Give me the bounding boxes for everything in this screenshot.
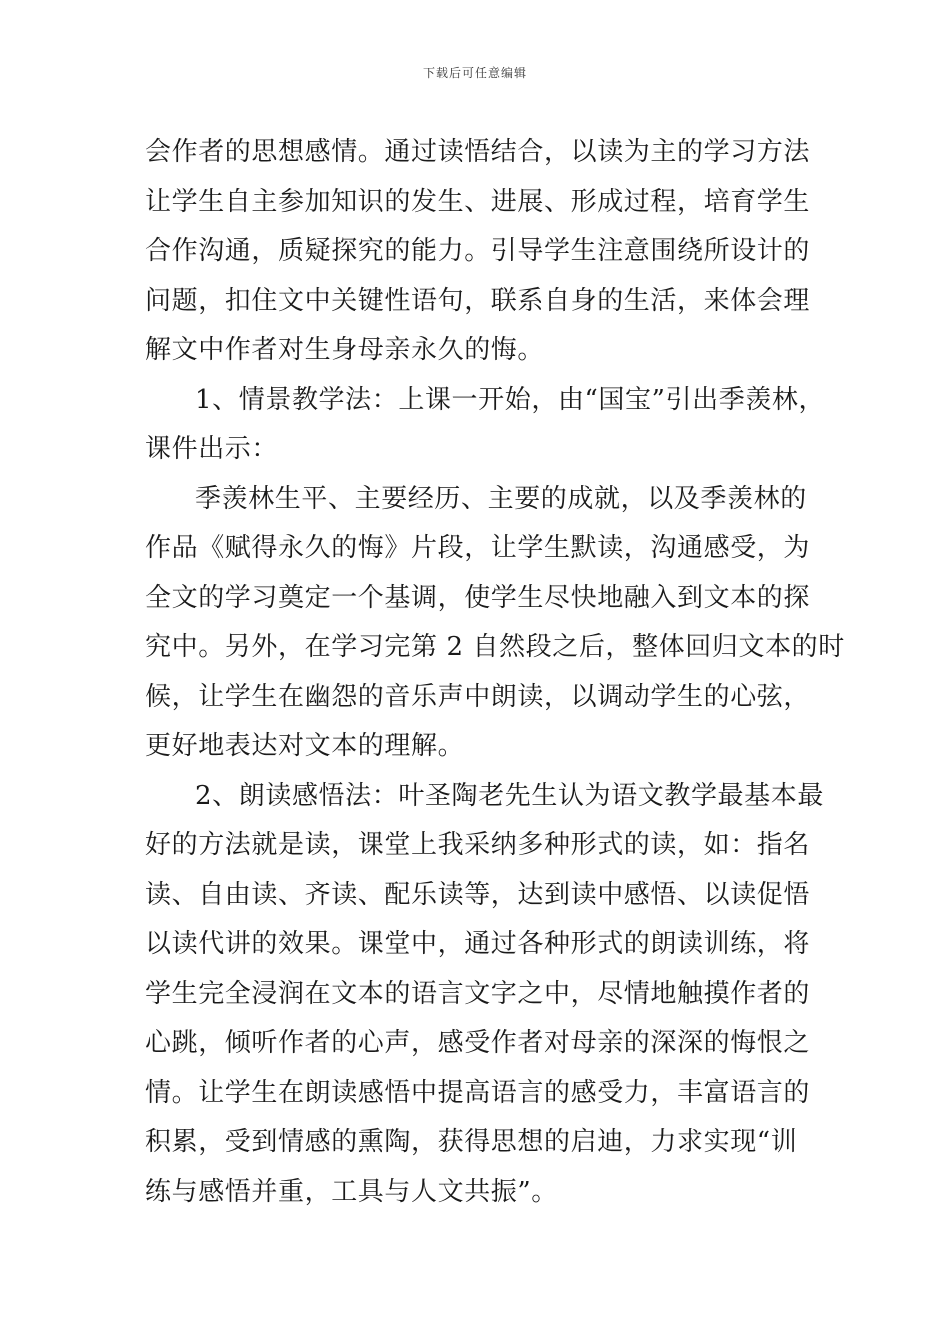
paragraph-start-line: 季羡林生平、主要经历、主要的成就，以及季羡林的: [195, 483, 807, 514]
text-line: 好的方法就是读，课堂上我采纳多种形式的读，如：指名: [145, 830, 811, 860]
header-note: 下载后可任意编辑: [422, 66, 527, 80]
text-line: 学生完全浸润在文本的语言文字之中，尽情地触摸作者的: [145, 978, 811, 1009]
text-line: 以读代讲的效果。课堂中，通过各种形式的朗读训练，将: [145, 929, 811, 959]
text-line: 会作者的思想感情。通过读悟结合，以读为主的学习方法: [145, 137, 811, 167]
paragraph-start-line: 1、情景教学法：上课一开始，由“国宝”引出季羡林，: [195, 384, 826, 415]
document-body: [145, 128, 845, 1217]
text-line: 全文的学习奠定一个基调，使学生尽快地融入到文本的探: [145, 582, 811, 613]
text-line: 课件出示：: [145, 434, 279, 464]
text-line: 究中。另外，在学习完第 2 自然段之后，整体回归文本的时: [145, 632, 845, 662]
text-line: 解文中作者对生身母亲永久的悔。: [145, 335, 545, 365]
text-line: 积累，受到情感的熏陶，获得思想的启迪，力求实现“训: [145, 1127, 798, 1157]
text-line: 作品《赋得永久的悔》片段，让学生默读，沟通感受，为: [145, 533, 811, 563]
text-line: 心跳，倾听作者的心声，感受作者对母亲的深深的悔恨之: [145, 1028, 811, 1058]
text-line: 让学生自主参加知识的发生、进展、形成过程，培育学生: [145, 186, 811, 217]
text-line: 练与感悟并重，工具与人文共振”。: [145, 1176, 558, 1207]
text-line: 更好地表达对文本的理解。: [145, 731, 465, 761]
text-line: 情。让学生在朗读感悟中提高语言的感受力，丰富语言的: [145, 1077, 811, 1108]
text-line: 问题，扣住文中关键性语句，联系自身的生活，来体会理: [145, 285, 811, 316]
paragraph-start-line: 2、朗读感悟法：叶圣陶老先生认为语文教学最基本最: [195, 780, 824, 811]
text-line: 合作沟通，质疑探究的能力。引导学生注意围绕所设计的: [145, 236, 811, 266]
text-line: 候，让学生在幽怨的音乐声中朗读，以调动学生的心弦，: [145, 681, 811, 712]
text-line: 读、自由读、齐读、配乐读等，达到读中感悟、以读促悟: [145, 879, 811, 910]
